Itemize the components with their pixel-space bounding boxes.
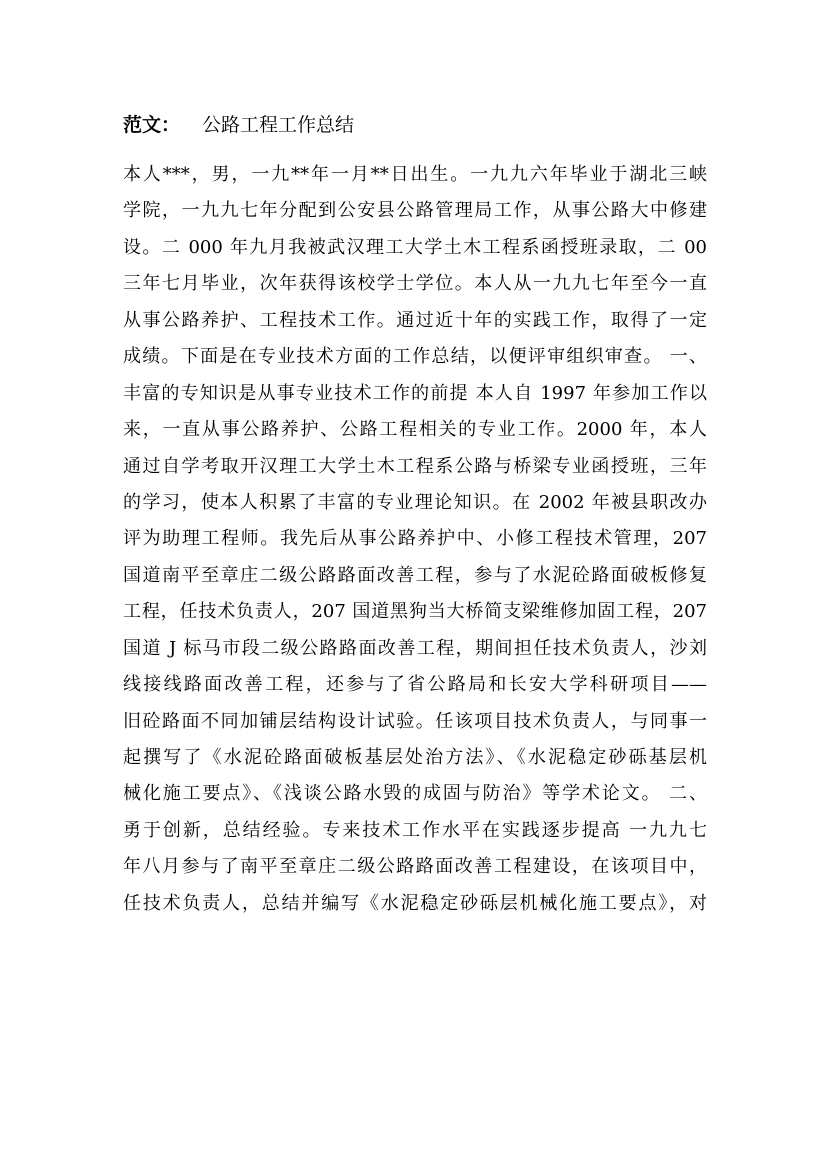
body-line: 本人***，男，一九**年一月**日出生。一九九六年毕业于湖北三峡 [123,164,707,185]
body-line: 任技术负责人，总结并编写《水泥稳定砂砾层机械化施工要点》，对 [123,892,707,914]
body-line: 设。二 000 年九月我被武汉理工大学土木工程系函授班录取，二 00 [123,236,707,258]
body-line: 旧砼路面不同加铺层结构设计试验。任该项目技术负责人，与同事一 [123,710,707,732]
body-line: 线接线路面改善工程，还参与了省公路局和长安大学科研项目—— [123,674,707,696]
body-line: 来，一直从事公路养护、公路工程相关的专业工作。2000 年，本人 [123,419,707,441]
body-line: 年八月参与了南平至章庄二级公路路面改善工程建设，在该项目中， [123,856,707,878]
body-line: 国道南平至章庄二级公路路面改善工程，参与了水泥砼路面破板修复 [123,564,707,586]
body-line: 通过自学考取开汉理工大学土木工程系公路与桥梁专业函授班，三年 [123,455,707,477]
title-text: 公路工程工作总结 [202,114,355,136]
body-line: 三年七月毕业，次年获得该校学士学位。本人从一九九七年至今一直 [123,273,707,295]
body-line: 成绩。下面是在专业技术方面的工作总结，以便评审组织审查。 一、 [123,346,707,368]
title-label: 范文： [123,114,181,136]
body-line: 工程，任技术负责人，207 国道黑狗当大桥简支梁维修加固工程，207 [123,601,707,623]
body-line: 的学习，使本人积累了丰富的专业理论知识。在 2002 年被县职改办 [123,491,707,513]
body-line: 国道 J 标马市段二级公路路面改善工程，期间担任技术负责人，沙刘 [123,637,707,659]
body-line: 丰富的专知识是从事专业技术工作的前提 本人自 1997 年参加工作以 [123,382,707,404]
body-line: 勇于创新，总结经验。专来技术工作水平在实践逐步提高 一九九七 [123,819,707,841]
document-title [123,110,354,137]
body-line: 械化施工要点》、《浅谈公路水毁的成固与防治》等学术论文。 二、 [123,783,707,805]
body-line: 学院，一九九七年分配到公安县公路管理局工作，从事公路大中修建 [123,200,707,222]
body-line: 从事公路养护、工程技术工作。通过近十年的实践工作，取得了一定 [123,309,707,331]
body-text [123,157,707,922]
body-line: 起撰写了《水泥砼路面破板基层处治方法》、《水泥稳定砂砾基层机 [123,747,707,768]
body-line: 评为助理工程师。我先后从事公路养护中、小修工程技术管理，207 [123,528,707,550]
